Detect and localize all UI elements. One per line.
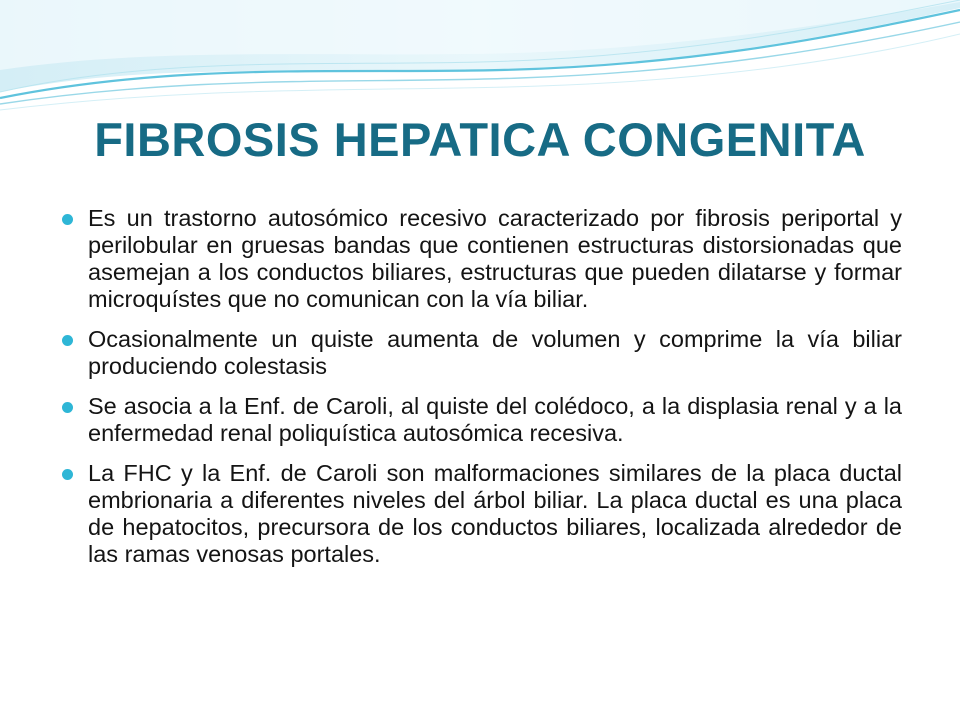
bullet-text: Es un trastorno autosómico recesivo caracterizado por fibrosis periportal y perilobular en gruesas bandas que contienen estructuras distorsionadas que asemejan a los conductos biliares, estructuras que pueden dilatarse y formar microquístes que no comunican con la vía biliar.: [88, 205, 902, 312]
bullet-text: Se asocia a la Enf. de Caroli, al quiste del colédoco, a la displasia renal y a la enfermedad renal poliquística autosómica recesiva.: [88, 393, 902, 446]
bullet-item: [60, 393, 902, 447]
bullet-item: [60, 205, 902, 313]
bullet-item: [60, 326, 902, 380]
round-bullet-icon: [62, 335, 73, 346]
bullet-item: [60, 460, 902, 568]
round-bullet-icon: [62, 469, 73, 480]
round-bullet-icon: [62, 402, 73, 413]
round-bullet-icon: [62, 214, 73, 225]
slide-title: FIBROSIS HEPATICA CONGENITA: [94, 113, 866, 166]
bullet-text: La FHC y la Enf. de Caroli son malformaciones similares de la placa ductal embrionaria a diferentes niveles del árbol biliar. La placa ductal es una placa de hepatocitos, precursora de los conductos biliares, localizada alrededor de las ramas venosas portales.: [88, 460, 902, 567]
wave-header-decoration: [0, 0, 960, 120]
bullet-text: Ocasionalmente un quiste aumenta de volumen y comprime la vía biliar produciendo colestasis: [88, 326, 902, 379]
bullet-list: [60, 205, 902, 581]
